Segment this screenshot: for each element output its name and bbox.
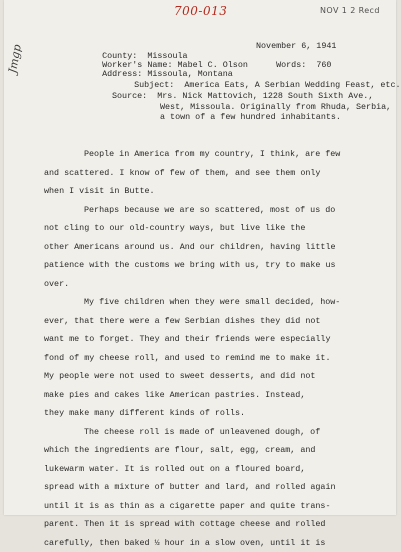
source-line: Source: Mrs. Nick Mattovich, 1228 South Sixth Ave., [112,91,392,102]
subject-value: America Eats, A Serbian Wedding Feast, etc. [184,80,400,90]
margin-initials: Jmgp [6,44,24,75]
body-text [44,145,389,552]
handwritten-file-number: 700-013 [174,4,227,18]
worker-label: Worker's Name: [102,60,172,70]
text-line: fond of my cheese roll, and used to remind me to make it. [44,349,389,368]
text-line: parent. Then it is spread with cottage cheese and rolled [44,515,389,534]
text-line: want me to forget. They and their friends were especially [44,330,389,349]
county-label: County: [102,51,137,61]
text-line: and scattered. I know of few of them, and see them only [44,164,389,183]
document-page [4,0,396,515]
text-line: when I visit in Butte. [44,182,389,201]
text-line: Perhaps because we are so scattered, most of us do [44,201,389,220]
text-line: People in America from my country, I think, are few [44,145,389,164]
text-line: carefully, then baked ½ hour in a slow oven, until it is [44,534,389,552]
received-stamp: NOV 1 2 Recd [320,6,380,15]
address-label: Address: [102,69,142,79]
paragraph [44,201,389,294]
source-label: Source: [112,91,147,101]
subject-label: Subject: [134,80,174,90]
text-line: ever, that there were a few Serbian dishes they did not [44,312,389,331]
text-line: other Americans around us. And our children, having little [44,238,389,257]
text-line: not cling to our old-country ways, but live like the [44,219,389,238]
source-line: a town of a few hundred inhabitants. [112,112,392,123]
source-line: West, Missoula. Originally from Rhuda, Serbia, [112,102,392,113]
text-line: until it is as thin as a cigarette paper and quite trans- [44,497,389,516]
county-value: Missoula [147,51,187,61]
text-line: lukewarm water. It is rolled out on a floured board, [44,460,389,479]
text-line: patience with the customs we bring with us, try to make us [44,256,389,275]
text-line: The cheese roll is made of unleavened dough, of [44,423,389,442]
paragraph [44,145,389,201]
text-line: spread with a mixture of butter and lard, and rolled again [44,478,389,497]
text-line: My five children when they were small decided, how- [44,293,389,312]
words-value: 760 [316,60,331,70]
words-label: Words: [276,60,306,70]
paragraph [44,423,389,552]
text-line: make pies and cakes like American pastries. Instead, [44,386,389,405]
header-date: November 6, 1941 [256,41,336,51]
text-line: My people were not used to sweet desserts, and did not [44,367,389,386]
address-value: Missoula, Montana [147,69,232,79]
source-block [112,91,392,123]
text-line: they make many different kinds of rolls. [44,404,389,423]
worker-value: Mabel C. Olson [178,60,248,70]
paragraph [44,293,389,423]
text-line: over. [44,275,389,294]
text-line: which the ingredients are flour, salt, egg, cream, and [44,441,389,460]
